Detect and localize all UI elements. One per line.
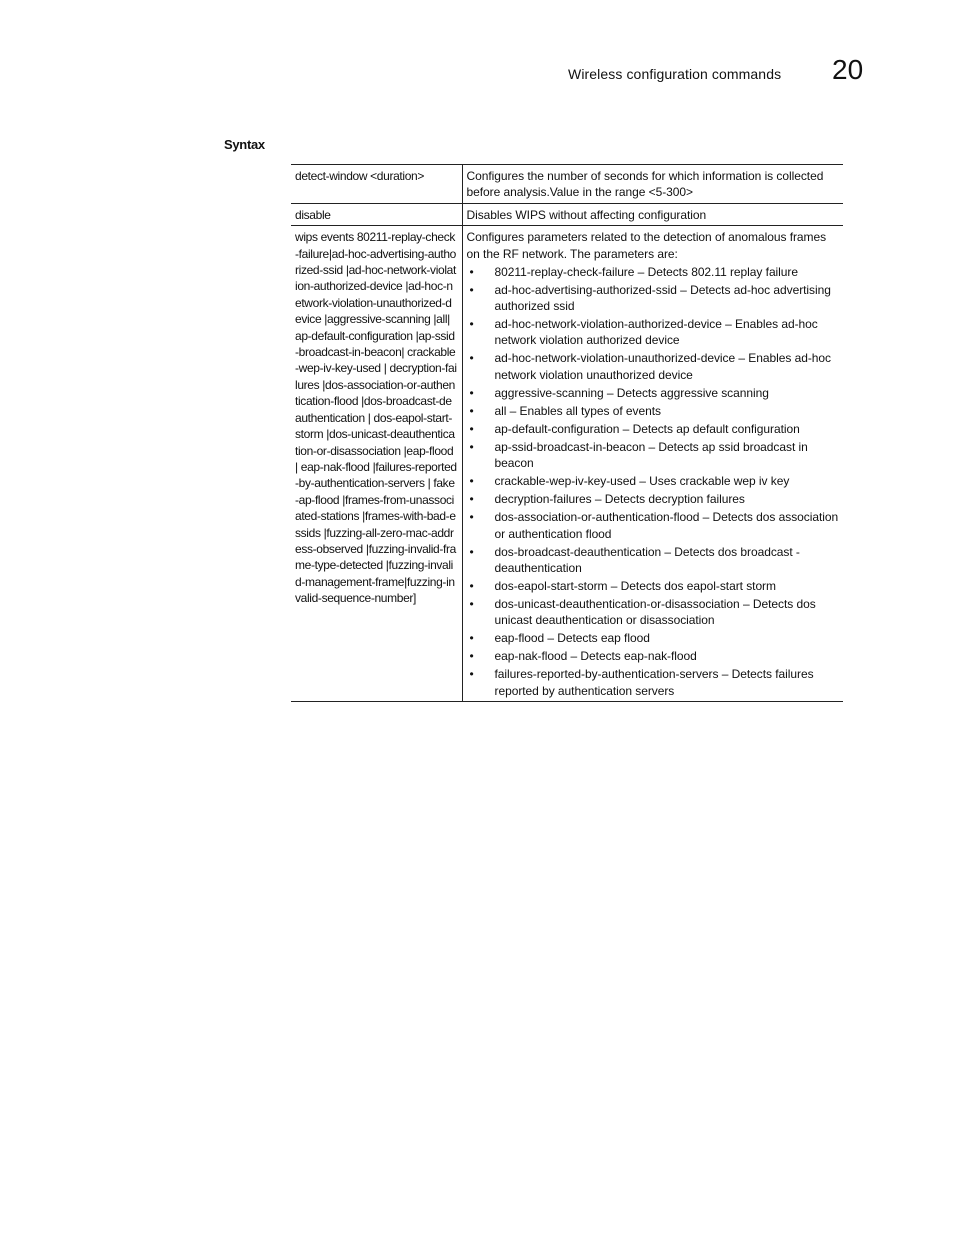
parameter-text: 80211-replay-check-failure – Detects 802.11 replay failure [494, 264, 798, 279]
parameter-text: dos-eapol-start-storm – Detects dos eapol-start storm [494, 579, 776, 594]
parameter-item [467, 350, 840, 383]
section-heading: Syntax [224, 137, 265, 152]
bullet-icon: • [469, 421, 474, 436]
parameter-item [467, 439, 840, 472]
description-cell: Disables WIPS without affecting configuration [462, 203, 843, 225]
command-cell: disable [291, 203, 462, 225]
parameter-text: eap-flood – Detects eap flood [494, 631, 650, 646]
parameter-item [467, 421, 840, 437]
parameter-text: ad-hoc-network-violation-unauthorized-device – Enables ad-hoc network violation unauthorized device [494, 351, 831, 382]
parameter-item [467, 630, 840, 646]
parameter-text: crackable-wep-iv-key-used – Uses crackable wep iv key [494, 474, 790, 489]
parameter-text: dos-association-or-authentication-flood – Detects dos association or authentication flood [494, 510, 839, 541]
description-intro: Configures parameters related to the detection of anomalous frames on the RF network. The parameters are: [466, 230, 827, 261]
parameter-text: dos-unicast-deauthentication-or-disassociation – Detects dos unicast deauthentication or disassociation [494, 597, 816, 628]
bullet-icon: • [469, 649, 474, 664]
parameter-list [467, 264, 840, 700]
bullet-icon: • [469, 544, 474, 559]
table-row [291, 165, 843, 204]
parameter-item [467, 509, 840, 542]
parameter-item [467, 491, 840, 507]
table-row [291, 226, 843, 702]
command-cell: detect-window <duration> [291, 165, 462, 204]
bullet-icon: • [469, 317, 474, 332]
chapter-number: 20 [832, 54, 864, 85]
bullet-icon: • [469, 403, 474, 418]
command-cell: wips events 80211-replay-check-failure|ad-hoc-advertising-authorized-ssid |ad-hoc-network-violation-authorized-device |ad-hoc-network-violation-unauthorized-device |aggressive-scanning |all| ap-default-configuration |ap-ssid-broadcast-in-beacon| crackable-wep-iv-key-used | decryption-failures |dos-association-or-authentication-flood |dos-broadcast-deauthentication | dos-eapol-start-storm |dos-unicast-deauthentication-or-disassociation |eap-flood | eap-nak-flood |failures-reported-by-authentication-servers | fake-ap-flood |frames-from-unassociated-stations |frames-with-bad-essids |fuzzing-all-zero-mac-address-observed |fuzzing-invalid-frame-type-detected |fuzzing-invalid-management-frame|fuzzing-invalid-sequence-number] [291, 226, 462, 702]
parameter-item [467, 264, 840, 280]
bullet-icon: • [469, 597, 474, 612]
description-cell: Configures the number of seconds for which information is collected before analysis.Value in the range <5-300> [462, 165, 843, 204]
bullet-icon: • [469, 264, 474, 279]
parameter-text: ad-hoc-network-violation-authorized-device – Enables ad-hoc network violation authorized device [494, 317, 818, 348]
parameter-item [467, 282, 840, 315]
parameter-item [467, 403, 840, 419]
parameter-text: dos-broadcast-deauthentication – Detects dos broadcast - deauthentication [494, 544, 800, 576]
parameter-text: all – Enables all types of events [494, 403, 661, 418]
bullet-icon: • [469, 631, 474, 646]
parameter-text: failures-reported-by-authentication-servers – Detects failures reported by authentication servers [494, 667, 814, 698]
chapter-title: Wireless configuration commands [568, 66, 782, 82]
bullet-icon: • [469, 474, 474, 489]
parameter-item [467, 385, 840, 401]
bullet-icon: • [469, 579, 474, 594]
parameter-text: ap-ssid-broadcast-in-beacon – Detects ap ssid broadcast in beacon [494, 439, 808, 471]
parameter-text: eap-nak-flood – Detects eap-nak-flood [494, 649, 697, 664]
parameter-text: ap-default-configuration – Detects ap default configuration [494, 421, 800, 436]
bullet-icon: • [469, 385, 474, 400]
description-cell [462, 226, 843, 702]
parameter-item [467, 316, 840, 349]
parameter-item [467, 473, 840, 489]
bullet-icon: • [469, 492, 474, 507]
parameter-text: decryption-failures – Detects decryption failures [494, 492, 745, 507]
bullet-icon: • [469, 351, 474, 366]
parameter-item [467, 544, 840, 577]
parameter-item [467, 648, 840, 664]
bullet-icon: • [469, 439, 474, 454]
bullet-icon: • [469, 510, 474, 525]
parameter-item [467, 578, 840, 594]
parameter-text: aggressive-scanning – Detects aggressive scanning [494, 385, 769, 400]
parameter-text: ad-hoc-advertising-authorized-ssid – Detects ad-hoc advertising authorized ssid [494, 282, 831, 314]
syntax-table [291, 164, 843, 702]
bullet-icon: • [469, 667, 474, 682]
parameter-item [467, 666, 840, 699]
bullet-icon: • [469, 282, 474, 297]
table-row [291, 203, 843, 225]
parameter-item [467, 596, 840, 629]
